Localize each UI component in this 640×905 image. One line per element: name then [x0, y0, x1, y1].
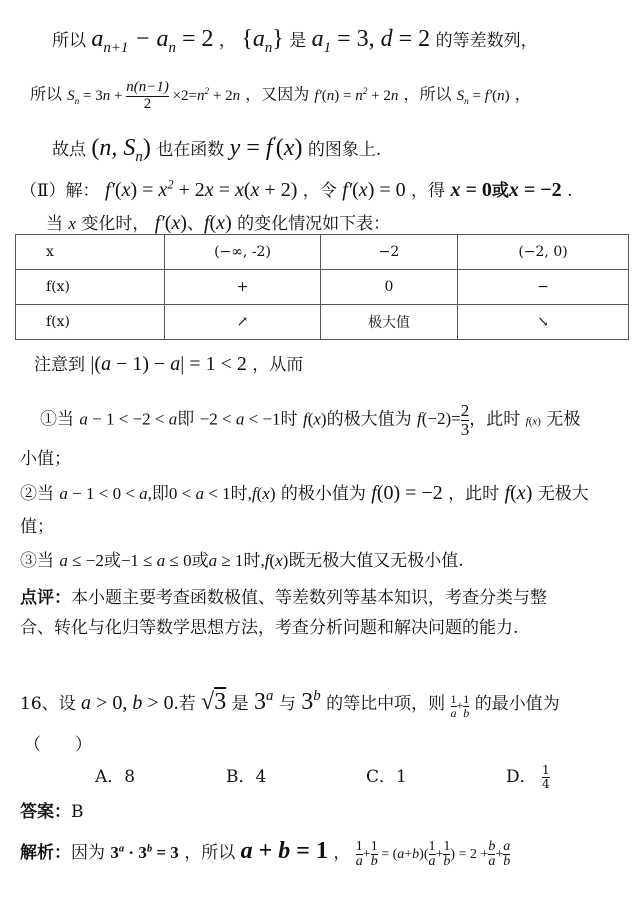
formula: ,f(x)	[247, 484, 276, 503]
table-cell: 0	[321, 270, 458, 305]
formula: $\frac{1}{a}$ + $\frac{1}{b}$	[450, 692, 470, 720]
table-cell: −	[458, 270, 629, 305]
formula: x	[68, 214, 76, 233]
formula: $f'(x) = x^2 + 2x = x(x + 2)$	[104, 177, 298, 201]
line-3: 故点 (n, $S_n$) 也在函数 y = f′(x) 的图象上.	[52, 134, 382, 165]
formula: a > 0, b > 0.	[81, 692, 179, 714]
formula: y = f′(x)	[229, 134, 303, 161]
line-4: （Ⅱ）解： $f'(x) = x^2 + 2x = x(x + 2)$ ，令 f′(x) = 0 ，得 x = 0或x = −2 .	[20, 177, 573, 201]
line-1: 所以 $a_{n+1} - a_n = 2$ ， $\{a_n\}$ 是 $a_1 = 3$, d = 2 的等差数列，	[52, 26, 538, 56]
formula: f(−2)= $\frac{2}{3}$	[416, 401, 470, 439]
formula: −2 < a < −1	[199, 409, 281, 429]
formula: $\frac{1}{4}$	[542, 763, 550, 791]
choice-d: D． $\frac{1}{4}$	[506, 763, 550, 791]
line-9: ②当 a − 1 < 0 < a,即0 < a < 1时,f(x) 的极小值为 f(0) = −2 ，此时 f(x) 无极大	[20, 482, 589, 504]
variation-table	[15, 234, 629, 340]
formula: f(0) = −2	[371, 482, 443, 504]
choice-b: B．4	[226, 767, 267, 787]
line-13: 合、转化与化归等数学思想方法，考查分析问题和解决问题的能力.	[20, 618, 519, 638]
table-cell: ↘	[458, 305, 629, 340]
formula: |(a − 1) − a| = 1 < 2	[90, 353, 247, 375]
formula: $\{a_n\}$	[241, 26, 284, 56]
formula: $f'(n) = n^2 + 2n$	[314, 86, 399, 104]
line-6: 注意到 |(a − 1) − a| = 1 < 2 ，从而	[34, 353, 304, 375]
answer-line	[20, 797, 84, 822]
formula: a + b = 1	[240, 838, 328, 864]
formula: f(x)	[504, 482, 533, 504]
line-15: （ ）	[24, 735, 92, 755]
formula: f′(x)	[154, 212, 187, 234]
formula: $S_n = f'(n)$	[456, 87, 510, 107]
table-cell: +	[165, 270, 321, 305]
formula: a ≥ 1	[208, 551, 244, 570]
formula: $a_{n+1} - a_n = 2$	[91, 26, 214, 56]
formula: a − 1 < 0 < a,	[59, 484, 152, 503]
choice-a: A．8	[95, 767, 136, 787]
table-cell: (−∞, -2)	[165, 235, 321, 270]
table-row	[16, 235, 629, 270]
formula: $a_1 = 3$, d = 2	[311, 26, 431, 56]
analysis-label: 解析：	[20, 843, 71, 863]
formula: a − 1 < −2 < a	[79, 409, 178, 429]
table-cell: ↗	[165, 305, 321, 340]
formula: f(x)	[525, 415, 541, 428]
formula: 3$^a$	[254, 688, 274, 715]
formula: $\frac{1}{a}$ + $\frac{1}{b}$ = (a+b)( $\frac{1}{a}$ + $\frac{1}{b}$ ) = 2 + $\frac{b}{a}$ + $\frac{a}{b}$	[355, 838, 511, 870]
formula: √3	[201, 689, 227, 715]
table-row	[16, 270, 629, 305]
table-cell: −2	[321, 235, 458, 270]
formula: ,f(x)	[260, 551, 289, 570]
answer-value: B	[71, 802, 84, 822]
formula: a ≤ −2	[59, 551, 104, 570]
line-10: 值；	[20, 517, 54, 537]
line-14: 16、设 a > 0, b > 0.若 √3 是 3$^a$ 与 3$^b$ 的等比中项，则 $\frac{1}{a}$ + $\frac{1}{b}$ 的最小值为	[20, 688, 560, 720]
table-cell: 极大值	[321, 305, 458, 340]
line-5: 当 x 变化时， f′(x)、f(x) 的变化情况如下表：	[46, 212, 391, 234]
formula: f(x)	[203, 212, 232, 234]
line-8: 小值；	[20, 449, 71, 469]
comment-label: 点评：	[20, 588, 71, 608]
line-7: ①当 a − 1 < −2 < a即 −2 < a < −1时 f(x)的极大值为 f(−2)= $\frac{2}{3}$ ，此时 f(x) 无极	[40, 401, 581, 439]
formula: $3^a \cdot 3^b = 3$	[110, 843, 179, 862]
line-2: 所以 $S_n = 3n$ + $\frac{n(n-1)}{2}$ $\times 2=n^2 + 2n$ ，又因为 $f'(n) = n^2 + 2n$ ，所以 $S_n = f'(n)$ ，	[30, 79, 531, 112]
formula: f(x)	[302, 409, 327, 429]
line-11: ③当 a ≤ −2或−1 ≤ a ≤ 0或a ≥ 1时,f(x)既无极大值又无极小值.	[20, 551, 464, 571]
formula: (n, $S_n$)	[91, 135, 151, 165]
formula: 3$^b$	[301, 688, 321, 715]
formula: x = −2	[508, 179, 562, 201]
formula: x = 0	[450, 179, 492, 201]
formula: f′(x) = 0	[342, 179, 406, 201]
table-cell: x	[16, 235, 165, 270]
table-cell: (−2, 0)	[458, 235, 629, 270]
formula: $S_n = 3n$ + $\frac{n(n-1)}{2}$ $\times 2=n^2 + 2n$	[67, 79, 241, 112]
analysis-line: 解析：因为 $3^a \cdot 3^b = 3$ ，所以 a + b = 1 ， $\frac{1}{a}$ + $\frac{1}{b}$ = (a+b)( $\frac{1}{a}$ + $\frac{1}{b}$ ) = 2 + $\frac{b}{a}$ + $\frac{a}{b}$	[20, 838, 511, 870]
line-12: 点评：本小题主要考查函数极值、等差数列等基本知识，考查分类与整	[20, 588, 547, 608]
choice-c: C．1	[366, 767, 407, 787]
answer-label: 答案：	[20, 802, 71, 822]
table-cell: f(x)	[16, 305, 165, 340]
formula: 0 < a < 1	[168, 484, 231, 503]
formula: −1 ≤ a ≤ 0	[120, 551, 192, 570]
table-cell: f(x)	[16, 270, 165, 305]
table-row	[16, 305, 629, 340]
